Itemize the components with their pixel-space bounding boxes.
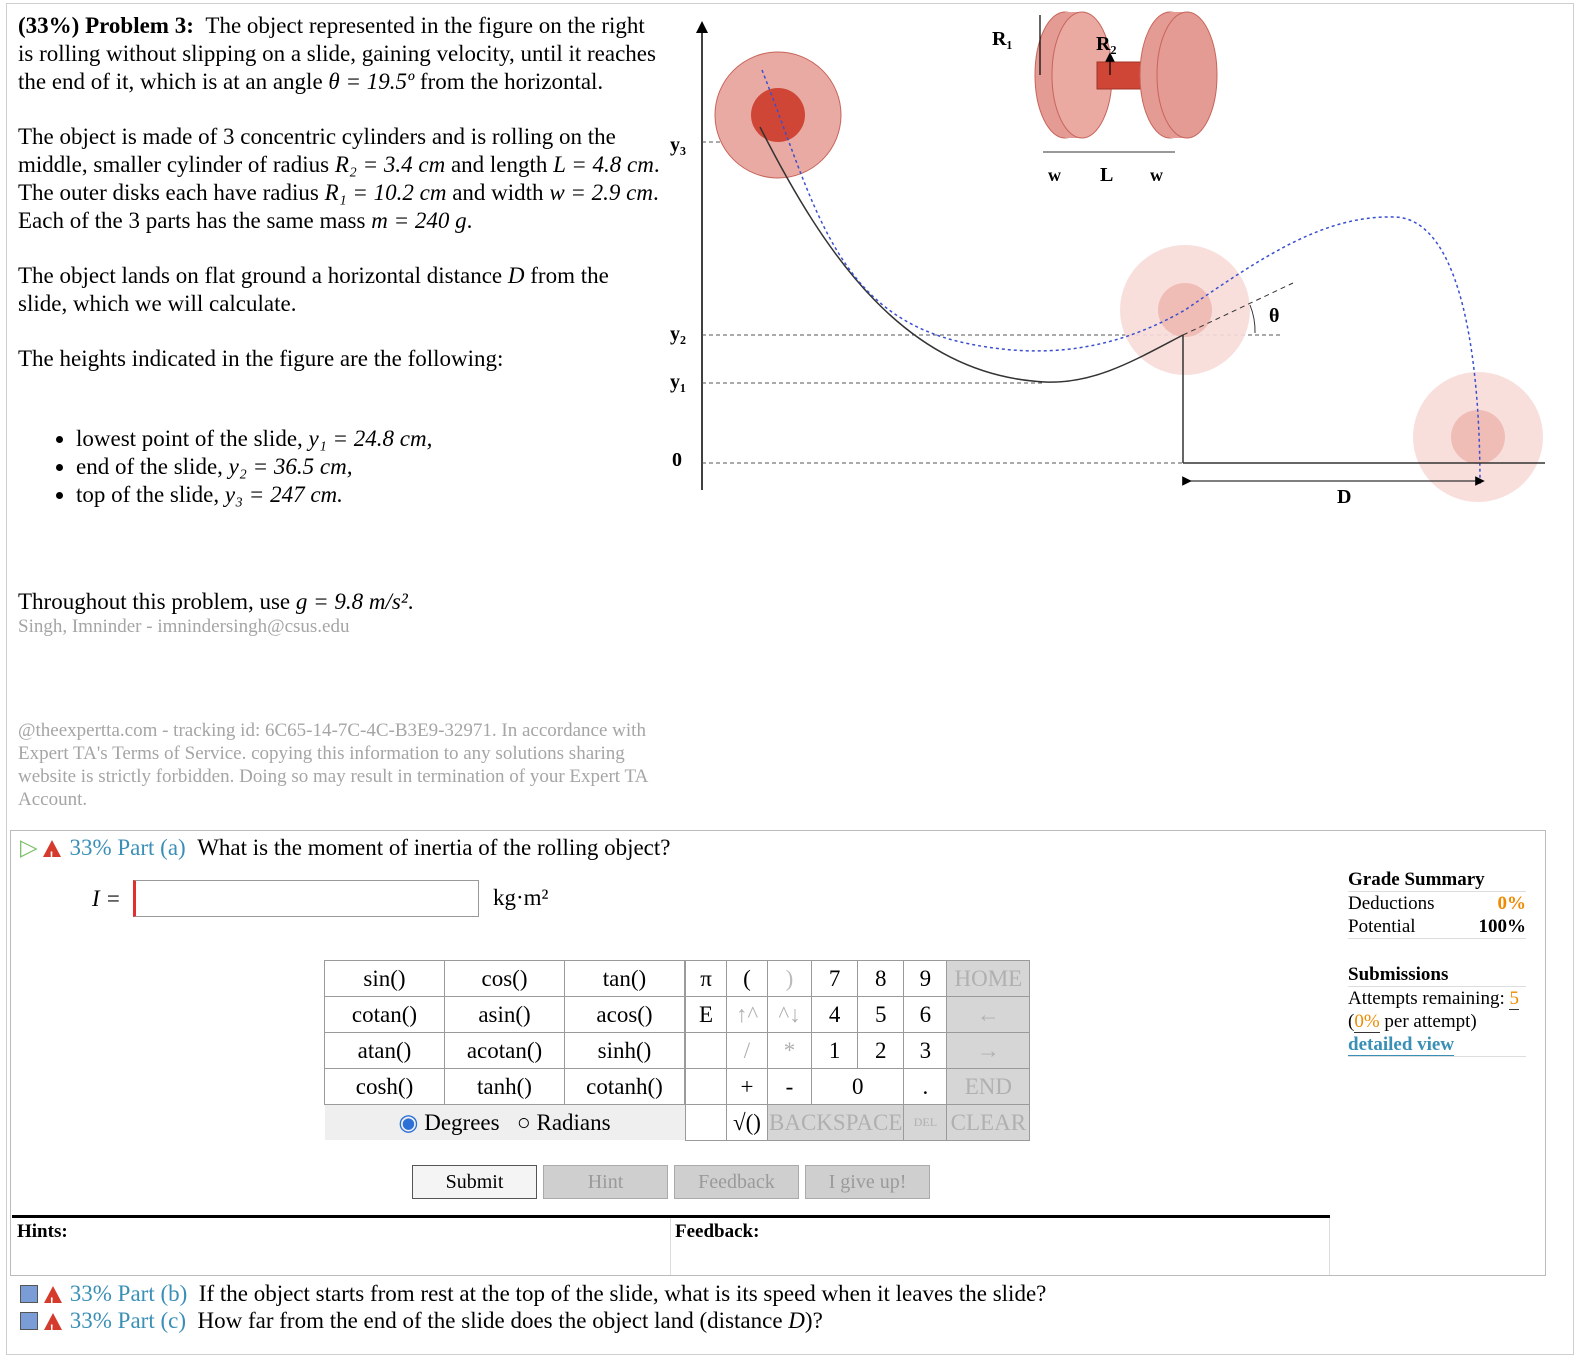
key-minus[interactable]: -: [768, 1069, 812, 1105]
submissions-title: Submissions: [1348, 963, 1526, 987]
warning-icon: [43, 840, 61, 857]
height-value: y₂ = 36.5 cm,: [228, 454, 353, 479]
per-attempt-value: 0%: [1354, 1011, 1380, 1032]
degrees-label[interactable]: Degrees: [424, 1109, 500, 1135]
key-acos[interactable]: acos(): [565, 997, 685, 1033]
deductions-label: Deductions: [1348, 893, 1435, 914]
degrees-radio[interactable]: ◉: [398, 1109, 419, 1135]
key-slash[interactable]: /: [727, 1033, 768, 1069]
key-asin[interactable]: asin(): [445, 997, 565, 1033]
feedback-label: Feedback:: [675, 1221, 760, 1242]
part-b-header[interactable]: [20, 1280, 1046, 1308]
key-dot[interactable]: .: [904, 1069, 947, 1105]
r2-expression: R₂ = 3.4 cm: [334, 152, 446, 177]
part-b-percent[interactable]: 33% Part (b): [69, 1281, 188, 1306]
wheel-at-top-axle: [751, 88, 805, 142]
key-7[interactable]: 7: [812, 961, 858, 997]
key-down[interactable]: ^↓: [768, 997, 812, 1033]
part-c-percent[interactable]: 33% Part (c): [69, 1308, 186, 1333]
key-tanh[interactable]: tanh(): [445, 1069, 565, 1105]
key-tan[interactable]: tan(): [565, 961, 685, 997]
height-value: y₃ = 247 cm.: [224, 482, 343, 507]
height-label: end of the slide,: [76, 454, 229, 479]
part-a-question: What is the moment of inertia of the rolling object?: [197, 835, 671, 860]
key-cotan[interactable]: cotan(): [325, 997, 445, 1033]
key-sinh[interactable]: sinh(): [565, 1033, 685, 1069]
problem-number: Problem 3:: [85, 13, 194, 38]
r2-label: R₂: [1096, 33, 1117, 55]
key-4[interactable]: 4: [812, 997, 858, 1033]
right-disk-face: [1157, 12, 1217, 138]
distance-label: D: [1337, 486, 1352, 508]
warning-icon: [44, 1313, 62, 1330]
grade-summary: [1348, 868, 1526, 1057]
potential-value: 100%: [1478, 916, 1526, 937]
list-item: [76, 425, 676, 453]
key-cotanh[interactable]: cotanh(): [565, 1069, 685, 1105]
para3-text-a: The object lands on flat ground a horizontal distance: [18, 263, 508, 288]
key-star[interactable]: *: [768, 1033, 812, 1069]
tracking-notice: @theexpertta.com - tracking id: 6C65-14-7C-4C-B3E9-32971. In accordance with Expert TA's Terms of Service. copying this information to any solutions sharing website is strictly forbidden. Doing so may result in termination of your Expert TA Account.: [18, 720, 648, 810]
key-9[interactable]: 9: [904, 961, 947, 997]
height-label: lowest point of the slide,: [76, 426, 309, 451]
gravity-note: [18, 588, 414, 616]
w-left-label: w: [1048, 165, 1061, 185]
list-item: [76, 453, 676, 481]
key-1[interactable]: 1: [812, 1033, 858, 1069]
key-sin[interactable]: sin(): [325, 961, 445, 997]
hints-label: Hints:: [17, 1221, 68, 1242]
deductions-value: 0%: [1497, 893, 1526, 914]
expand-arrow-icon[interactable]: ▷: [20, 835, 38, 860]
collapse-icon[interactable]: [20, 1312, 38, 1330]
para2-text-d: and width: [446, 180, 550, 205]
answer-input[interactable]: [133, 880, 479, 917]
r1-label: R₁: [992, 28, 1013, 50]
per-open: (: [1348, 1011, 1355, 1032]
key-cos[interactable]: cos(): [445, 961, 565, 997]
wheel-landed-axle: [1451, 410, 1505, 464]
para1-text-b: from the horizontal.: [414, 69, 604, 94]
hints-feedback-divider: [12, 1215, 1330, 1218]
attempts-value: 5: [1509, 988, 1519, 1009]
height-value: y₁ = 24.8 cm,: [308, 426, 433, 451]
trajectory-path: [762, 70, 1480, 485]
key-blank-2: [686, 1069, 727, 1105]
key-rparen[interactable]: ): [768, 961, 812, 997]
zero-label: 0: [672, 449, 682, 471]
key-pi[interactable]: π: [686, 961, 727, 997]
key-6[interactable]: 6: [904, 997, 947, 1033]
warning-icon: [44, 1286, 62, 1303]
key-3[interactable]: 3: [904, 1033, 947, 1069]
key-plus[interactable]: +: [727, 1069, 768, 1105]
key-sqrt[interactable]: √(): [727, 1105, 768, 1141]
problem-percent: (33%): [18, 13, 80, 38]
feedback-right-border: [1329, 1218, 1330, 1275]
para2-text-e: . Each of the 3 parts has the same mass: [18, 180, 659, 233]
theta-label: θ: [1269, 305, 1280, 327]
hints-feedback-separator: [670, 1218, 671, 1275]
list-item: [76, 481, 676, 509]
key-backspace[interactable]: BACKSPACE: [768, 1105, 904, 1141]
key-atan[interactable]: atan(): [325, 1033, 445, 1069]
w-expression: w = 2.9 cm: [549, 180, 653, 205]
problem-figure: [665, 5, 1565, 525]
potential-label: Potential: [1348, 916, 1416, 937]
author-line: Singh, Imninder - imnindersingh@csus.edu: [18, 616, 350, 637]
part-c-header[interactable]: [20, 1307, 823, 1335]
part-c-d-symbol: D: [788, 1308, 805, 1333]
height-label: top of the slide,: [76, 482, 225, 507]
part-c-question-a: How far from the end of the slide does the object land (distance: [197, 1308, 789, 1333]
feedback-button[interactable]: Feedback: [674, 1165, 799, 1199]
part-a-percent[interactable]: 33% Part (a): [69, 835, 186, 860]
numeric-keypad: [685, 960, 1030, 1141]
para2-text-f: .: [466, 208, 473, 233]
radians-label[interactable]: Radians: [536, 1109, 611, 1135]
part-c-question-b: )?: [804, 1308, 823, 1333]
l-expression: L = 4.8 cm: [553, 152, 654, 177]
key-right-arrow[interactable]: →: [947, 1033, 1030, 1069]
w-right-label: w: [1150, 165, 1163, 185]
y2-label: y₂: [670, 323, 686, 345]
key-blank-3: [686, 1105, 727, 1141]
para1-text-a: The object represented in the figure on the right is rolling without slipping on a slide, gaining velocity, until it reaches the end of it, which is at an angle: [18, 13, 656, 94]
gravity-end: .: [407, 589, 414, 614]
r1-expression: R₁ = 10.2 cm: [324, 180, 447, 205]
submit-button[interactable]: Submit: [412, 1165, 537, 1199]
l-label: L: [1100, 164, 1114, 186]
angle-mode-row: [325, 1105, 685, 1141]
part-a-header[interactable]: [20, 834, 670, 862]
key-left-arrow[interactable]: ←: [947, 997, 1030, 1033]
gravity-text: Throughout this problem, use: [18, 589, 296, 614]
attempts-label: Attempts remaining:: [1348, 988, 1510, 1009]
y1-label: y₁: [670, 371, 686, 393]
answer-variable: I =: [92, 886, 121, 911]
m-expression: m = 240 g: [371, 208, 467, 233]
key-2[interactable]: 2: [858, 1033, 904, 1069]
para2-text-c: . The outer disks each have radius: [18, 152, 660, 205]
para2-text-b: and length: [445, 152, 554, 177]
give-up-button[interactable]: I give up!: [805, 1165, 930, 1199]
heights-list: [18, 425, 676, 509]
key-lparen[interactable]: (: [727, 961, 768, 997]
key-blank-1: [686, 1033, 727, 1069]
gravity-expression: g = 9.8 m/s²: [295, 589, 408, 614]
part-b-question: If the object starts from rest at the top of the slide, what is its speed when it leaves the slide?: [198, 1281, 1047, 1306]
problem-statement: [18, 12, 663, 373]
key-up[interactable]: ↑^: [727, 997, 768, 1033]
key-5[interactable]: 5: [858, 997, 904, 1033]
key-e[interactable]: E: [686, 997, 727, 1033]
key-8[interactable]: 8: [858, 961, 904, 997]
d-symbol: D: [507, 263, 525, 288]
y3-label: y₃: [670, 134, 686, 156]
radians-radio[interactable]: ○: [516, 1109, 531, 1135]
key-clear[interactable]: CLEAR: [947, 1105, 1030, 1141]
key-0[interactable]: 0: [812, 1069, 904, 1105]
key-del[interactable]: DEL: [904, 1105, 947, 1141]
wheel-at-end-axle: [1158, 283, 1212, 337]
hint-button[interactable]: Hint: [543, 1165, 668, 1199]
per-close: per attempt): [1379, 1011, 1477, 1032]
detailed-view-link[interactable]: detailed view: [1348, 1034, 1455, 1055]
function-keypad: [324, 960, 685, 1140]
grade-summary-title: Grade Summary: [1348, 868, 1526, 892]
para2-text-a: The object is made of 3 concentric cylinders and is rolling on the middle, smaller cylinder of radius: [18, 124, 616, 177]
theta-expression: θ = 19.5º: [328, 69, 415, 94]
key-cosh[interactable]: cosh(): [325, 1069, 445, 1105]
heights-intro: The heights indicated in the figure are the following:: [18, 346, 504, 371]
key-acotan[interactable]: acotan(): [445, 1033, 565, 1069]
slide-curve: [760, 127, 1183, 382]
theta-arc: [1250, 305, 1255, 333]
para3-text-b: from the slide, which we will calculate.: [18, 263, 609, 316]
key-home[interactable]: HOME: [947, 961, 1030, 997]
collapse-icon[interactable]: [20, 1285, 38, 1303]
key-end[interactable]: END: [947, 1069, 1030, 1105]
answer-unit: kg·m²: [493, 885, 549, 910]
